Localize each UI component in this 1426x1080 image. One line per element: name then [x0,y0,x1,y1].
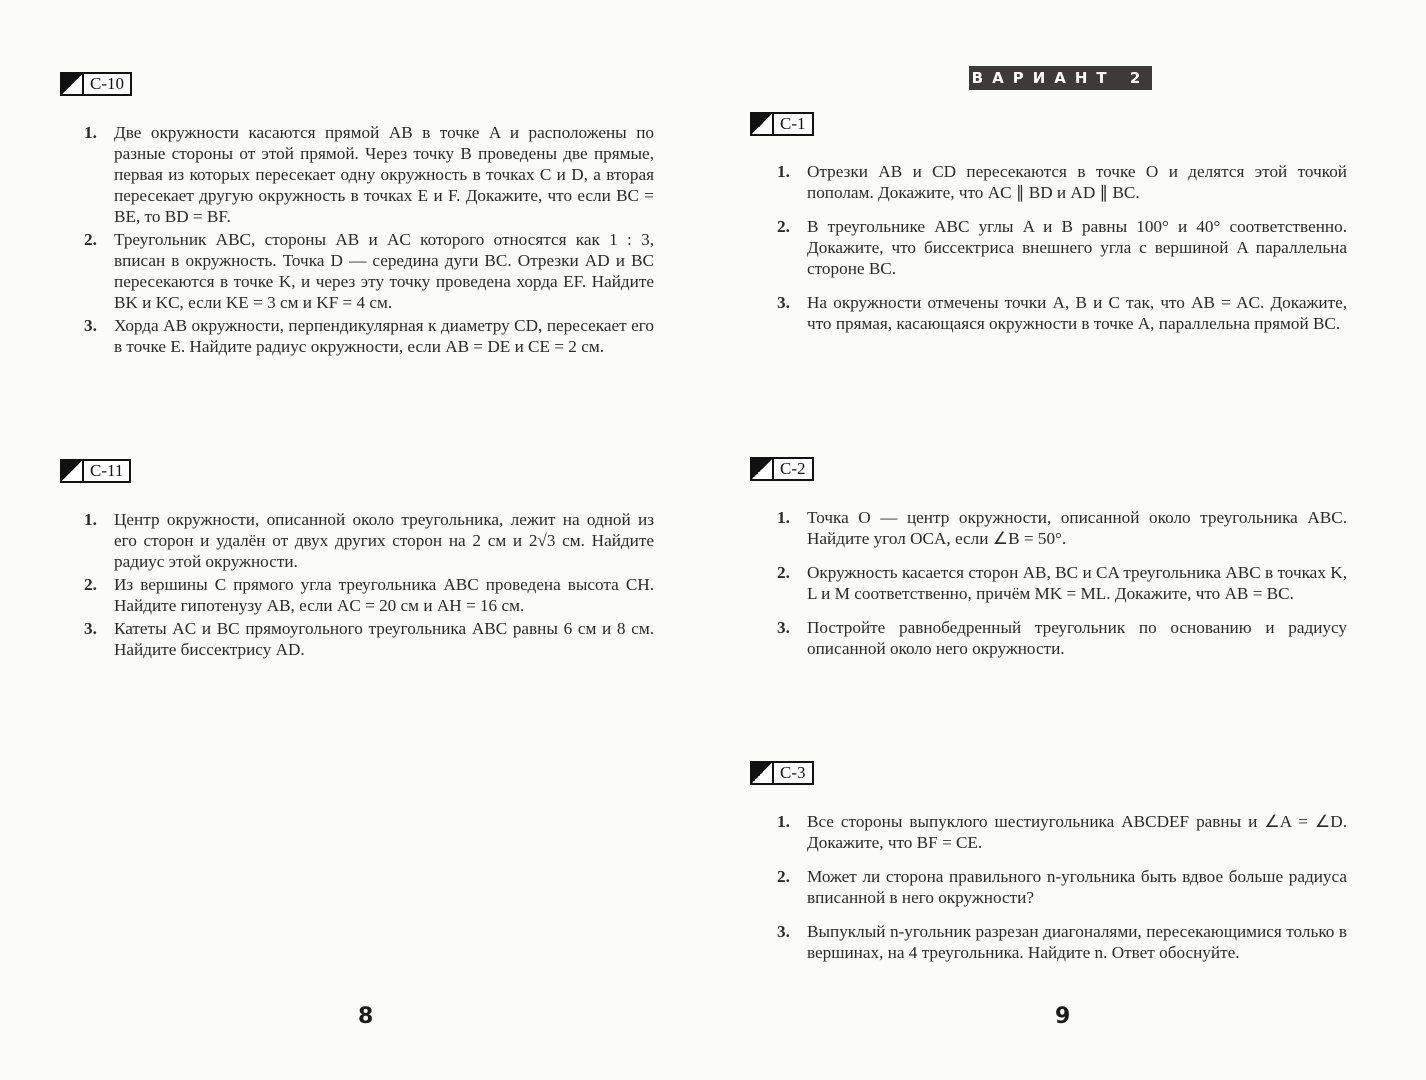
section-label-c11 [60,459,131,483]
problem-text: Центр окружности, описанной около треугольника, лежит на одной из его сторон и удалён от двух других сторон на 2 см и 2√3 см. Найдите радиус этой окружности. [114,510,654,571]
label-corner-icon [62,74,84,94]
problem-number: 2. [777,867,790,886]
section-label-c1 [750,112,814,136]
problem-text: Постройте равнобедренный треугольник по основанию и радиусу описанной около него окружности. [807,618,1347,658]
problem-text: Две окружности касаются прямой AB в точке A и расположены по разные стороны от этой прямой. Через точку B проведены две прямые, первая из которых пересекает одну окружность в точках C и D, а вторая пересекает другую окружность в точках E и F. Докажите, что если BC = BE, то BD = BF. [114,123,654,226]
problem-text: Точка O — центр окружности, описанной около треугольника ABC. Найдите угол OCA, если ∠B = 50°. [807,508,1347,548]
problem-text: Треугольник ABC, стороны AB и AC которого относятся как 1 : 3, вписан в окружность. Точка D — середина дуги BC. Отрезки AD и BC пересекаются в точке K, и через эту точку проведена хорда EF. Найдите BK и KC, если KE = 3 см и KF = 4 см. [114,230,654,312]
label-corner-icon [752,763,774,783]
problem-number: 3. [84,316,97,335]
page-number-left: 8 [358,1004,374,1029]
section-label-c2 [750,457,814,481]
problem [84,122,654,227]
problem-list-c3 [777,811,1347,976]
problem-number: 2. [777,563,790,582]
problem-number: 2. [84,230,97,249]
problem-number: 1. [84,510,97,529]
right-page [713,0,1426,1080]
problem [777,507,1347,549]
problem-text: Выпуклый n-угольник разрезан диагоналями, пересекающимися только в вершинах, на 4 треугольника. Найдите n. Ответ обоснуйте. [807,922,1347,962]
section-label-text: С-3 [780,763,806,782]
problem-number: 1. [777,508,790,527]
problem-list-c10 [84,122,654,359]
problem-number: 3. [777,922,790,941]
problem [84,229,654,313]
variant-title: ВАРИАНТ 2 [969,66,1152,90]
problem-text: Из вершины C прямого угла треугольника ABC проведена высота CH. Найдите гипотенузу AB, если AC = 20 см и AH = 16 см. [114,575,654,615]
problem [777,161,1347,203]
problem-text: Катеты AC и BC прямоугольного треугольника ABC равны 6 см и 8 см. Найдите биссектрису AD. [114,619,654,659]
problem-number: 2. [84,575,97,594]
problem-number: 1. [84,123,97,142]
problem-number: 2. [777,217,790,236]
section-label-text: С-11 [90,461,124,480]
problem-text: Отрезки AB и CD пересекаются в точке O и делятся этой точкой пополам. Докажите, что AC ∥ BD и AD ∥ BC. [807,162,1347,202]
problem [84,509,654,572]
section-label-c10 [60,72,132,96]
problem-number: 3. [777,293,790,312]
problem [777,216,1347,279]
problem-list-c11 [84,509,654,662]
problem-list-c2 [777,507,1347,672]
problem [777,811,1347,853]
section-label-text: С-10 [90,74,124,93]
problem-text: На окружности отмечены точки A, B и C так, что AB = AC. Докажите, что прямая, касающаяся окружности в точке A, параллельна прямой BC. [807,293,1347,333]
problem [777,562,1347,604]
label-corner-icon [752,114,774,134]
problem-number: 1. [777,812,790,831]
problem-number: 1. [777,162,790,181]
problem [84,574,654,616]
problem-number: 3. [777,618,790,637]
page-number-right: 9 [1055,1004,1071,1029]
label-corner-icon [62,461,84,481]
section-label-c3 [750,761,814,785]
label-corner-icon [752,459,774,479]
problem-text: Окружность касается сторон AB, BC и CA треугольника ABC в точках K, L и M соответственно, причём MK = ML. Докажите, что AB = BC. [807,563,1347,603]
problem [84,315,654,357]
problem [84,618,654,660]
problem-number: 3. [84,619,97,638]
section-label-text: С-2 [780,459,806,478]
problem [777,292,1347,334]
problem-list-c1 [777,161,1347,347]
problem [777,866,1347,908]
problem-text: Все стороны выпуклого шестиугольника ABCDEF равны и ∠A = ∠D. Докажите, что BF = CE. [807,812,1347,852]
problem-text: Может ли сторона правильного n-угольника быть вдвое больше радиуса вписанной в него окружности? [807,867,1347,907]
problem [777,617,1347,659]
problem [777,921,1347,963]
section-label-text: С-1 [780,114,806,133]
problem-text: Хорда AB окружности, перпендикулярная к диаметру CD, пересекает его в точке E. Найдите радиус окружности, если AB = DE и CE = 2 см. [114,316,654,356]
problem-text: В треугольнике ABC углы A и B равны 100° и 40° соответственно. Докажите, что биссектриса внешнего угла с вершиной A параллельна стороне BC. [807,217,1347,278]
